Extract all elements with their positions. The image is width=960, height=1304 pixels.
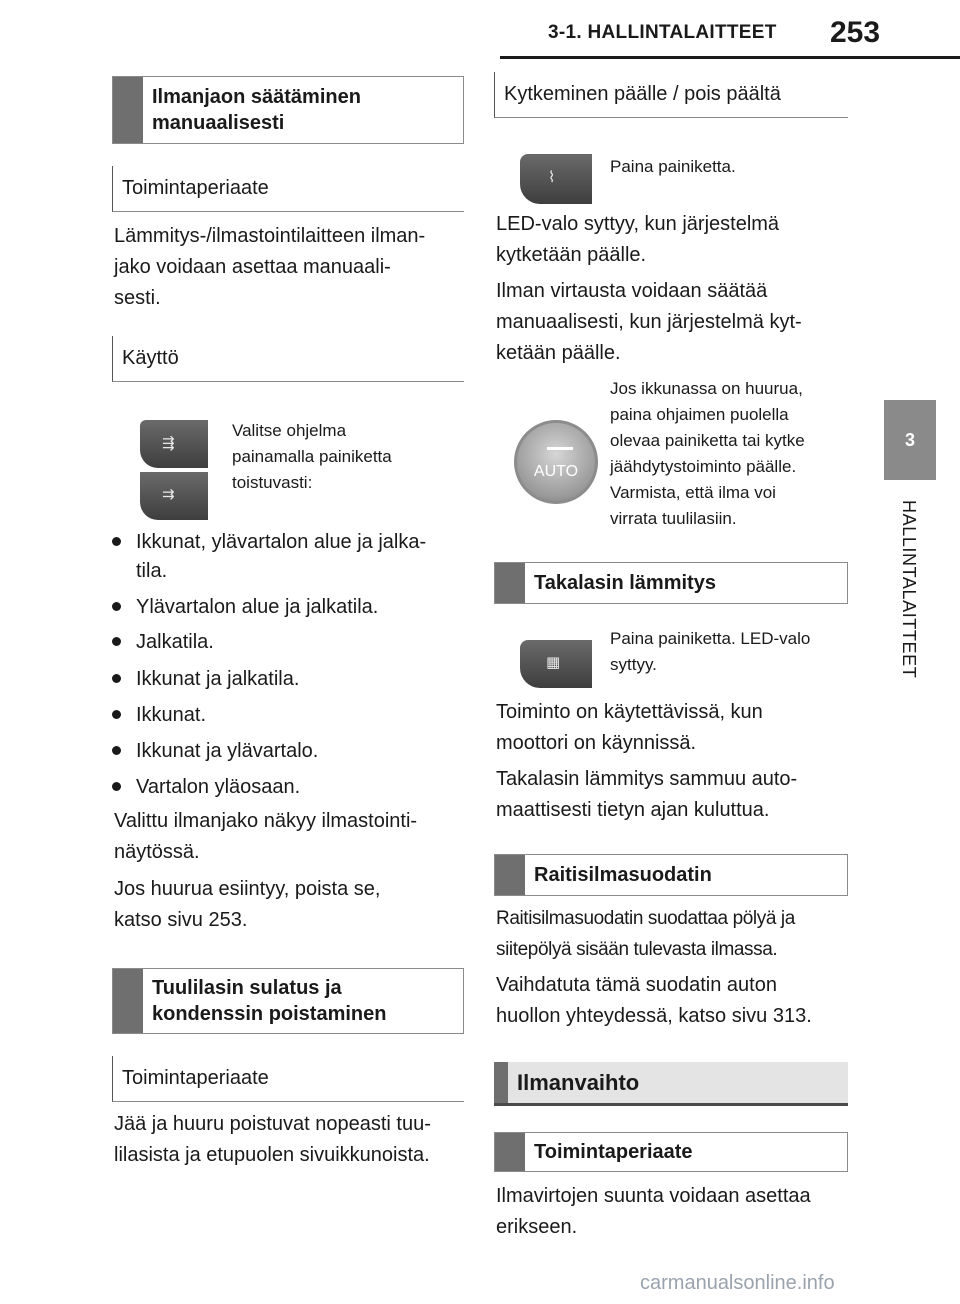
text-line: Valitse ohjelma: [232, 421, 347, 440]
bullet: [112, 637, 121, 646]
heading-windshield-defrost: [112, 968, 464, 1034]
watermark: carmanualsonline.info: [640, 1272, 835, 1294]
text-line: moottori on käynnissä.: [496, 732, 697, 754]
text-line: paina ohjaimen puolella: [610, 405, 789, 424]
list-item-text: Ikkunat, ylävartalon alue ja jalka-: [136, 531, 427, 553]
text-line: maattisesti tietyn ajan kuluttua.: [496, 799, 770, 821]
rear-window-heating-button: [520, 640, 592, 688]
paragraph-airflow-direction: [496, 1181, 811, 1243]
auto-button: [514, 420, 598, 504]
heading-text: Ilmanjaon säätäminen manuaalisesti: [152, 86, 361, 134]
heading-bar: [495, 563, 525, 603]
auto-label: AUTO: [533, 463, 579, 480]
heading-ventilation: [494, 1062, 848, 1106]
heading-bar: [113, 77, 143, 143]
section-header: 3-1. HALLINTALAITTEET: [548, 22, 777, 43]
text-line: Toiminto on käytettävissä, kun: [496, 701, 763, 723]
rear-defrost-icon: ▦: [546, 653, 561, 671]
text-line: toistuvasti:: [232, 473, 313, 492]
text-line: lilasista ja etupuolen sivuikkunoista.: [114, 1144, 430, 1166]
airflow-icon: ⇶: [162, 434, 175, 452]
subheading-principle: Toimintaperiaate: [112, 166, 464, 212]
heading-fresh-air-filter: [494, 854, 848, 896]
text-line: jäähdytystoiminto päälle.: [610, 457, 797, 476]
list-item-text: Jalkatila.: [136, 631, 214, 653]
list-item-text: Ylävartalon alue ja jalkatila.: [136, 596, 379, 618]
heading-text: Toimintaperiaate: [534, 1141, 693, 1163]
text-line: kytketään päälle.: [496, 244, 647, 266]
chapter-tab: 3: [884, 400, 936, 480]
text-line: Jää ja huuru poistuvat nopeasti tuu-: [114, 1113, 431, 1135]
header-rule: [500, 56, 960, 59]
paragraph-led-on: [496, 209, 779, 271]
heading-bar: [495, 855, 525, 895]
list-item-text: Ikkunat ja ylävartalo.: [136, 740, 319, 762]
list-item: [136, 773, 300, 801]
list-item: [136, 737, 318, 765]
paragraph-intro: [114, 221, 425, 314]
text-line: Takalasin lämmitys sammuu auto-: [496, 768, 798, 790]
text-line: sesti.: [114, 287, 161, 309]
heading-bar: [495, 1133, 525, 1171]
text-line: siitepölyä sisään tulevasta ilmassa.: [496, 939, 778, 960]
caption-press-button: Paina painiketta.: [610, 157, 736, 176]
bullet: [112, 602, 121, 611]
text-line: kondenssin poistaminen: [152, 1003, 387, 1025]
subheading-on-off: Kytkeminen päälle / pois päältä: [494, 72, 848, 118]
list-item: [136, 665, 299, 693]
list-item-text: Vartalon yläosaan.: [136, 776, 301, 798]
heading-principle: [494, 1132, 848, 1172]
air-distribution-button-upper: [140, 420, 208, 468]
paragraph-display: [114, 806, 417, 868]
heading-text: Takalasin lämmitys: [534, 572, 716, 594]
defrost-button: [520, 154, 592, 204]
subheading-usage: Käyttö: [112, 336, 464, 382]
heading-bar: [494, 1062, 508, 1103]
bullet: [112, 674, 121, 683]
text-line: Varmista, että ilma voi: [610, 483, 776, 502]
list-item: [136, 528, 426, 556]
caption-press-button-led: [610, 626, 810, 678]
bullet: [112, 710, 121, 719]
paragraph-airflow-manual: [496, 276, 802, 369]
heading-bar: [113, 969, 143, 1033]
text-line: huollon yhteydessä, katso sivu 313.: [496, 1005, 812, 1027]
list-item: [136, 628, 214, 656]
paragraph-defrost: [114, 1109, 431, 1171]
text-line: katso sivu 253.: [114, 909, 248, 931]
text-line: syttyy.: [610, 655, 657, 674]
text-line: manuaalisesti, kun järjestelmä kyt-: [496, 311, 802, 333]
paragraph-engine-running: [496, 697, 763, 759]
text-line: jako voidaan asettaa manuaali-: [114, 256, 391, 278]
text-line: painamalla painiketta: [232, 447, 392, 466]
led-indicator: [547, 447, 573, 450]
chapter-label: HALLINTALAITTEET: [899, 500, 919, 679]
heading-text: [143, 975, 386, 1027]
heading-manual-air-distribution: [112, 76, 464, 144]
page-number: 253: [830, 16, 881, 49]
bullet: [112, 537, 121, 546]
text-line: Lämmitys-/ilmastointilaitteen ilman-: [114, 225, 426, 247]
paragraph-fog-reference: [114, 874, 380, 936]
text-line: virrata tuulilasiin.: [610, 509, 737, 528]
air-distribution-button-lower: [140, 472, 208, 520]
paragraph-auto-off: [496, 764, 797, 826]
text-line: Paina painiketta. LED-valo: [610, 629, 811, 648]
list-item: [136, 593, 378, 621]
paragraph-filter-function: [496, 903, 795, 965]
heading-text: Raitisilmasuodatin: [534, 864, 712, 886]
list-item-text: Ikkunat.: [136, 704, 207, 726]
text-line: Valittu ilmanjako näkyy ilmastointi-: [114, 810, 418, 832]
paragraph-filter-service: [496, 970, 812, 1032]
text-line: Ilmavirtojen suunta voidaan asettaa: [496, 1185, 811, 1207]
heading-text: Ilmanvaihto: [517, 1069, 640, 1095]
airflow-seat-icon: ⇉: [162, 485, 175, 503]
text-line: Jos huurua esiintyy, poista se,: [114, 878, 381, 900]
text-line: olevaa painiketta tai kytke: [610, 431, 805, 450]
list-item-text: Ikkunat ja jalkatila.: [136, 668, 300, 690]
list-item: [136, 701, 206, 729]
text-line: Vaihdatuta tämä suodatin auton: [496, 974, 777, 996]
text-line: Jos ikkunassa on huurua,: [610, 379, 803, 398]
text-line: ketään päälle.: [496, 342, 621, 364]
text-line: näytössä.: [114, 841, 200, 863]
list-item-continued: tila.: [136, 560, 168, 582]
text-line: Tuulilasin sulatus ja: [152, 977, 342, 999]
text-line: LED-valo syttyy, kun järjestelmä: [496, 213, 780, 235]
bullet: [112, 782, 121, 791]
heading-rear-window-heating: [494, 562, 848, 604]
windshield-defrost-icon: ⌇: [548, 168, 556, 186]
subheading-principle: Toimintaperiaate: [112, 1056, 464, 1102]
text-line: Raitisilmasuodatin suodattaa pölyä ja: [496, 908, 795, 929]
caption-select-program: [232, 418, 392, 496]
text-line: erikseen.: [496, 1216, 578, 1238]
text-line: Ilman virtausta voidaan säätää: [496, 280, 768, 302]
caption-fogged-window: [610, 376, 805, 532]
bullet: [112, 746, 121, 755]
